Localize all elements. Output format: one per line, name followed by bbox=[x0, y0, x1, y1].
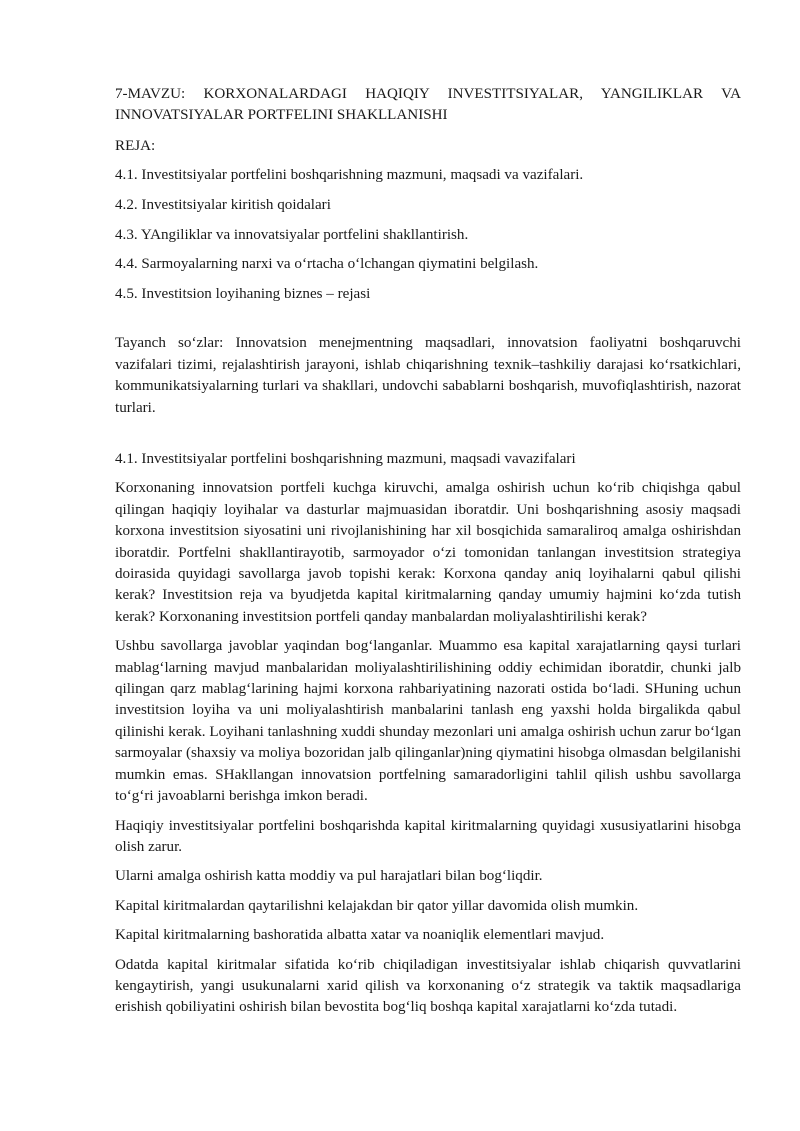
plan-item: 4.4. Sarmoyalarning narxi va o‘rtacha o‘lchangan qiymatini belgilash. bbox=[115, 256, 539, 273]
spacer bbox=[115, 427, 741, 449]
body-paragraph: Haqiqiy investitsiyalar portfelini boshqarishda kapital kiritmalarning quyidagi xususiyatlarini hisobga olish zarur. bbox=[115, 817, 741, 855]
body-paragraph: Kapital kiritmalarning bashoratida albatta xatar va noaniqlik elementlari mavjud. bbox=[115, 927, 605, 944]
body-paragraph: Ularni amalga oshirish katta moddiy va pul harajatlari bilan bog‘liqdir. bbox=[115, 868, 543, 885]
plan-item: 4.5. Investitsion loyihaning biznes – rejasi bbox=[115, 285, 371, 302]
document-page bbox=[115, 84, 741, 1027]
page-title: 7-MAVZU: KORXONALARDAGI HAQIQIY INVESTITSIYALAR, YANGILIKLAR VA INNOVATSIYALAR PORTFELINI SHAKLLANISHI bbox=[115, 86, 741, 124]
keywords-paragraph: Tayanch so‘zlar: Innovatsion menejmentning maqsadlari, innovatsion faoliyatni boshqaruvchi vazifalari tizimi, rejalashtirish jarayoni, ishlab chiqarishning texnik–tashkiliy darajasi ko‘rsatkichlari, kommunikatsiyalarning turlari va shakllari, undovchi sabablarni boshqarish, muvofiqlashtirish, nazorat turlari. bbox=[115, 335, 741, 416]
body-paragraph: Ushbu savollarga javoblar yaqindan bog‘langanlar. Muammo esa kapital xarajatlarning qaysi turlari mablag‘larning mavjud manbalaridan moliyalashtirilishining oddiy echimidan iboratdir, chunki jalb qilingan qarz mablag‘larining hajmi korxona rahbariyatining nazorati ostida bo‘ladi. SHuning uchun investitsion loyiha va uni moliyalashtirish manbalarini tanlash eng yaxshi holda birgalikda qabul qilinishi kerak. Loyihani tanlashning xuddi shunday mezonlari uni amalga oshirish uchun zarur bo‘lgan sarmoyalar (shaxsiy va moliya bozoridan jalb qilinganlar)ning qiymatini hisobga olmasdan belgilanishi mumkin emas. SHakllangan innovatsion portfelning samaradorligini tahlil qilish ushbu savollarga to‘g‘ri javoablarni berishga imkon beradi. bbox=[115, 638, 741, 805]
plan-item: 4.2. Investitsiyalar kiritish qoidalari bbox=[115, 197, 331, 213]
body-paragraph: Odatda kapital kiritmalar sifatida ko‘rib chiqiladigan investitsiyalar ishlab chiqarish quvvatlarini kengaytirish, yangi usukunalarni xarid qilish va korxonaning o‘z strategik va taktik maqsadlariga erishish qobiliyatini oshirish bilan bevostita bog‘liq boshqa kapital xarajatlarni ko‘zda tutadi. bbox=[115, 956, 741, 1016]
section-heading: 4.1. Investitsiyalar portfelini boshqarishning mazmuni, maqsadi vavazifalari bbox=[115, 451, 576, 467]
plan-item: 4.3. YAngiliklar va innovatsiyalar portfelini shakllantirish. bbox=[115, 226, 469, 243]
plan-item: 4.1. Investitsiyalar portfelini boshqarishning mazmuni, maqsadi va vazifalari. bbox=[115, 167, 584, 184]
body-paragraph: Korxonaning innovatsion portfeli kuchga kiruvchi, amalga oshirish uchun ko‘rib chiqishga qabul qilingan haqiqiy loyihalar va dasturlar majmuasidan iboratdir. Uni boshqarishning asosiy maqsadi korxona investitsion siyosatini uni rivojlanishining har xil bosqichida samaraliroq amalga oshirishdan iboratdir. Portfelni shakllantirayotib, sarmoyador o‘zi tomonidan tanlangan investitsion strategiya doirasida quyidagi savollarga javob topishi kerak: Korxona qanday aniq loyihalarni qabul qilishi kerak? Investitsion reja va byudjetda kapital kiritmalarning qanday umumiy hajmini ko‘zda tutish kerak? Korxonaning investitsion portfeli qanday manbalardan moliyalashtirilishi kerak? bbox=[115, 480, 741, 625]
spacer bbox=[115, 313, 741, 333]
plan-label: REJA: bbox=[115, 137, 156, 154]
body-paragraph: Kapital kiritmalardan qaytarilishni kelajakdan bir qator yillar davomida olish mumkin. bbox=[115, 897, 639, 914]
